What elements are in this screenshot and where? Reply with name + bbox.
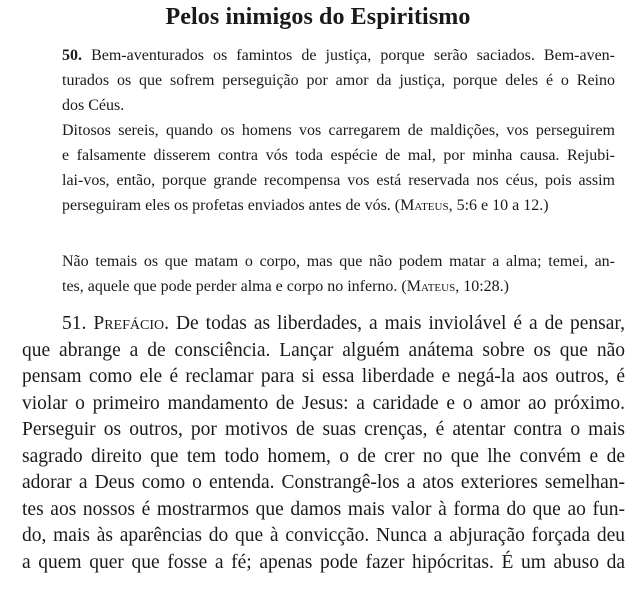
quote-block-2 [62, 249, 615, 299]
quote-line: e falsamente disserem contra vós toda espécie de mal, por minha causa. Rejubi- [62, 147, 615, 164]
section-heading: Prefácio. [93, 313, 169, 334]
quote-line: perseguiram eles os profetas enviados antes de vós. (Mateus, 5:6 e 10 a 12.) [62, 197, 549, 214]
reference-name: Mateus [406, 278, 456, 295]
quote-line: 50. Bem-aventurados os famintos de justiça, porque serão saciados. Bem-aven- [62, 47, 616, 64]
body-line: 51. Prefácio. De todas as liberdades, a mais inviolável é a de pensar, [62, 313, 626, 334]
quote-line: Não temais os que matam o corpo, mas que não podem matar a alma; temei, an- [62, 253, 615, 270]
quote-line: tes, aquele que pode perder alma e corpo no inferno. (Mateus, 10:28.) [62, 278, 509, 295]
body-line: a quem quer que fosse a fé; apenas pode fazer hipócritas. É um abuso da [22, 551, 625, 573]
quote-line: lai-vos, então, porque grande recompensa vos está reservada nos céus, pois assim [62, 172, 615, 189]
body-line: sagrado direito que tem todo homem, o de crer no que lhe convém e de [22, 445, 625, 467]
body-line: que abrange a de consciência. Lançar alguém anátema sobre os que não [22, 339, 625, 361]
body-line: tes aos nossos é mostrarmos que damos mais valor à forma do que ao fun- [22, 498, 625, 520]
body-line: do, mais às aparências do que à convicção. Nunca a abjuração forçada deu [22, 525, 625, 546]
quote-line: turados os que sofrem perseguição por amor da justiça, porque deles é o Reino [62, 72, 615, 89]
body-line: violar o primeiro mandamento de Jesus: a caridade e o amor ao próximo. [22, 392, 625, 414]
paragraph-number: 50. [62, 47, 82, 64]
body-paragraph-51 [22, 311, 625, 576]
body-line: pensam como ele é reclamar para si essa liberdade e negá-la aos outros, é [22, 366, 625, 387]
quote-line: dos Céus. [62, 97, 125, 114]
quote-block-50 [62, 43, 615, 218]
reference-name: Mateus [400, 197, 449, 214]
paragraph-number: 51. [62, 313, 87, 334]
quote-line: Ditosos sereis, quando os homens vos carregarem de maldições, vos perseguirem [62, 122, 615, 139]
body-line: adorar a Deus como o entenda. Constrangê-los a atos exteriores semelhan- [22, 472, 625, 493]
page-title: Pelos inimigos do Espiritismo [165, 4, 471, 30]
body-line: Perseguir os outros, por motivos de suas crenças, é atentar contra o mais [22, 419, 625, 440]
